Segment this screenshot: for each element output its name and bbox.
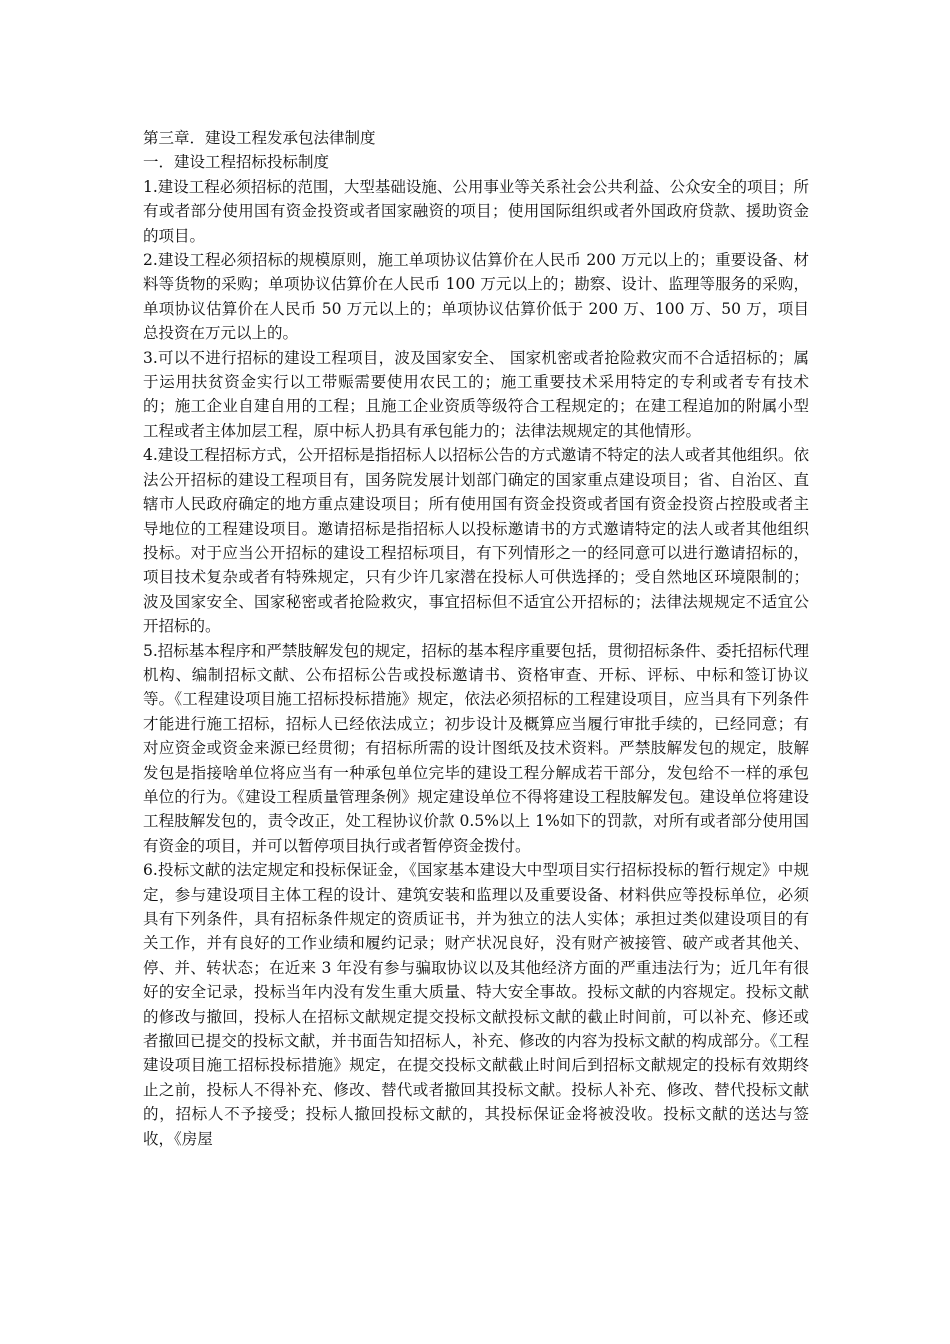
paragraph-3: 3.可以不进行招标的建设工程项目，波及国家安全、 国家机密或者抢险救灾而不合适招标的；属于运用扶贫资金实行以工带赈需要使用农民工的；施工重要技术采用特定的专利或者专有技术的；施工企业自建自用的工程；且施工企业资质等级符合工程规定的；在建工程追加的附属小型工程或者主体加层工程，原中标人扔具有承包能力的；法律法规规定的其他情形。 <box>143 348 809 440</box>
paragraph-6: 6.投标文献的法定规定和投标保证金，《国家基本建设大中型项目实行招标投标的暂行规定》中规定，参与建设项目主体工程的设计、建筑安装和监理以及重要设备、材料供应等投标单位，必须具有下列条件，具有招标条件规定的资质证书，并为独立的法人实体；承担过类似建设项目的有关工作，并有良好的工作业绩和履约记录；财产状况良好，没有财产被接管、破产或者其他关、停、并、转状态；在近来 3 年没有参与骗取协议以及其他经济方面的严重违法行为；近几年有很好的安全记录，投标当年内没有发生重大质量、特大安全事故。投标文献的内容规定。投标文献的修改与撤回，投标人在招标文献规定提交投标文献投标文献的截止时间前，可以补充、修还或者撤回已提交的投标文献，并书面告知招标人，补充、修改的内容为投标文献的构成部分。《工程建设项目施工招标投标措施》规定，在提交投标文献截止时间后到招标文献规定的投标有效期终止之前，投标人不得补充、修改、替代或者撤回其投标文献。投标人补充、修改、替代投标文献的，招标人不予接受；投标人撤回投标文献的，其投标保证金将被没收。投标文献的送达与签收，《房屋 <box>143 861 809 1148</box>
paragraph-1: 1.建设工程必须招标的范围，大型基础设施、公用事业等关系社会公共利益、公众安全的项目；所有或者部分使用国有资金投资或者国家融资的项目；使用国际组织或者外国政府贷款、援助资金的项目。 <box>143 177 809 245</box>
paragraph-5: 5.招标基本程序和严禁肢解发包的规定，招标的基本程序重要包括，贯彻招标条件、委托招标代理机构、编制招标文献、公布招标公告或投标邀请书、资格审查、开标、评标、中标和签订协议等。《工程建设项目施工招标投标措施》规定，依法必须招标的工程建设项目，应当具有下列条件才能进行施工招标，招标人已经依法成立；初步设计及概算应当履行审批手续的，已经同意；有对应资金或资金来源已经贯彻；有招标所需的设计图纸及技术资料。严禁肢解发包的规定，肢解发包是指接啥单位将应当有一种承包单位完毕的建设工程分解成若干部分，发包给不一样的承包单位的行为。《建设工程质量管理条例》规定建设单位不得将建设工程肢解发包。建设单位将建设工程肢解发包的，责令改正，处工程协议价款 0.5%以上 1%如下的罚款，对所有或者部分使用国有资金的项目，并可以暂停项目执行或者暂停资金拨付。 <box>143 641 809 855</box>
section-title: 一．建设工程招标投标制度 <box>143 153 330 172</box>
paragraph-4: 4.建设工程招标方式，公开招标是指招标人以招标公告的方式邀请不特定的法人或者其他组织。依法公开招标的建设工程项目有，国务院发展计划部门确定的国家重点建设项目；省、自治区、直辖市人民政府确定的地方重点建设项目；所有使用国有资金投资或者国有资金投资占控股或者主导地位的工程建设项目。邀请招标是指招标人以投标邀请书的方式邀请特定的法人或者其他组织投标。对于应当公开招标的建设工程招标项目，有下列情形之一的经同意可以进行邀请招标的，项目技术复杂或者有特殊规定，只有少许几家潜在投标人可供选择的；受自然地区环境限制的；波及国家安全、国家秘密或者抢险救灾，事宜招标但不适宜公开招标的；法律法规规定不适宜公开招标的。 <box>143 446 809 636</box>
chapter-title: 第三章．建设工程发承包法律制度 <box>143 129 376 147</box>
document-body <box>143 126 809 1151</box>
paragraph-2: 2.建设工程必须招标的规模原则，施工单项协议估算价在人民币 200 万元以上的；重要设备、材料等货物的采购；单项协议估算价在人民币 100 万元以上的；勘察、设计、监理等服务的采购，单项协议估算价在人民币 50 万元以上的；单项协议估算价低于 200 万、100 万、50 万，项目总投资在万元以上的。 <box>143 251 809 343</box>
